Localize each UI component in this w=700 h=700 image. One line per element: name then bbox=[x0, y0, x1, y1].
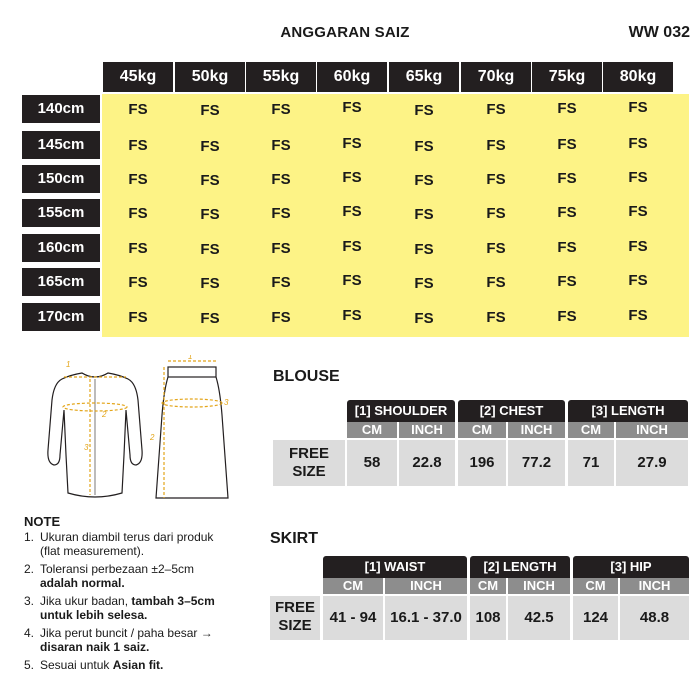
value-cm: 124 bbox=[573, 596, 618, 640]
measure-header: [2] LENGTH bbox=[470, 556, 570, 578]
skirt-label-3: 3 bbox=[224, 398, 229, 407]
unit-cm-header: CM bbox=[470, 578, 506, 594]
size-cell: FS bbox=[128, 171, 148, 188]
size-cell: FS bbox=[200, 310, 220, 327]
blouse-label-3: 3 bbox=[84, 443, 89, 452]
unit-inch-header: INCH bbox=[508, 578, 570, 594]
unit-cm-header: CM bbox=[573, 578, 618, 594]
value-inch: 22.8 bbox=[399, 440, 455, 486]
size-cell: FS bbox=[628, 307, 648, 324]
size-cell: FS bbox=[557, 136, 577, 153]
size-cell: FS bbox=[128, 137, 148, 154]
measure-header: [2] CHEST bbox=[458, 400, 565, 422]
size-cell: FS bbox=[342, 99, 362, 116]
height-header: 150cm bbox=[22, 165, 100, 193]
weight-header: 65kg bbox=[389, 62, 459, 92]
note-title: NOTE bbox=[24, 514, 61, 529]
size-cell: FS bbox=[271, 240, 291, 257]
size-cell: FS bbox=[342, 135, 362, 152]
note-item: 4. Jika perut buncit / paha besar → disaran naik 1 saiz. bbox=[24, 626, 213, 654]
size-cell: FS bbox=[486, 309, 506, 326]
size-cell: FS bbox=[628, 238, 648, 255]
size-cell: FS bbox=[414, 275, 434, 292]
size-cell: FS bbox=[271, 205, 291, 222]
size-cell: FS bbox=[342, 203, 362, 220]
size-cell: FS bbox=[414, 206, 434, 223]
value-cm: 71 bbox=[568, 440, 614, 486]
measure-header: [1] WAIST bbox=[323, 556, 467, 578]
height-header: 140cm bbox=[22, 95, 100, 123]
unit-inch-header: INCH bbox=[620, 578, 689, 594]
height-header: 165cm bbox=[22, 268, 100, 296]
value-inch: 27.9 bbox=[616, 440, 688, 486]
size-cell: FS bbox=[128, 274, 148, 291]
skirt-label-2: 2 bbox=[150, 433, 155, 442]
size-cell: FS bbox=[128, 240, 148, 257]
size-cell: FS bbox=[200, 206, 220, 223]
value-inch: 42.5 bbox=[508, 596, 570, 640]
measure-header: [3] HIP bbox=[573, 556, 689, 578]
size-cell: FS bbox=[557, 204, 577, 221]
size-cell: FS bbox=[557, 308, 577, 325]
note-item: 1. Ukuran diambil terus dari produk (flat measurement). bbox=[24, 530, 214, 558]
size-cell: FS bbox=[486, 101, 506, 118]
size-cell: FS bbox=[128, 205, 148, 222]
value-inch: 77.2 bbox=[508, 440, 565, 486]
blouse-diagram bbox=[48, 373, 142, 497]
size-cell: FS bbox=[557, 170, 577, 187]
size-cell: FS bbox=[486, 171, 506, 188]
weight-header: 45kg bbox=[103, 62, 173, 92]
size-cell: FS bbox=[628, 203, 648, 220]
size-cell: FS bbox=[628, 272, 648, 289]
size-cell: FS bbox=[414, 172, 434, 189]
garment-diagram bbox=[40, 355, 240, 510]
blouse-title: BLOUSE bbox=[273, 368, 340, 385]
size-cell: FS bbox=[200, 172, 220, 189]
size-cell: FS bbox=[557, 100, 577, 117]
size-cell: FS bbox=[486, 205, 506, 222]
size-cell: FS bbox=[342, 169, 362, 186]
blouse-label-2: 2 bbox=[102, 410, 107, 419]
size-cell: FS bbox=[271, 101, 291, 118]
size-cell: FS bbox=[414, 102, 434, 119]
size-cell: FS bbox=[342, 272, 362, 289]
size-cell: FS bbox=[200, 275, 220, 292]
unit-inch-header: INCH bbox=[385, 578, 467, 594]
value-inch: 16.1 - 37.0 bbox=[385, 596, 467, 640]
unit-cm-header: CM bbox=[323, 578, 383, 594]
size-cell: FS bbox=[271, 137, 291, 154]
size-cell: FS bbox=[486, 137, 506, 154]
weight-header: 50kg bbox=[175, 62, 245, 92]
unit-cm-header: CM bbox=[347, 422, 397, 438]
size-cell: FS bbox=[414, 310, 434, 327]
size-cell: FS bbox=[342, 307, 362, 324]
note-item: 5. Sesuai untuk Asian fit. bbox=[24, 658, 164, 672]
page-title: ANGGARAN SAIZ bbox=[280, 24, 410, 41]
height-header: 145cm bbox=[22, 131, 100, 159]
weight-header: 80kg bbox=[603, 62, 673, 92]
skirt-label-1: 1 bbox=[188, 355, 193, 361]
size-cell: FS bbox=[628, 135, 648, 152]
skirt-free-size: FREE SIZE bbox=[270, 596, 320, 640]
value-cm: 58 bbox=[347, 440, 397, 486]
skirt-title: SKIRT bbox=[270, 530, 318, 547]
size-cell: FS bbox=[628, 99, 648, 116]
blouse-free-size: FREE SIZE bbox=[273, 440, 345, 486]
value-cm: 196 bbox=[458, 440, 506, 486]
note-list bbox=[24, 530, 274, 672]
blouse-label-1: 1 bbox=[66, 360, 71, 369]
measure-header: [1] SHOULDER bbox=[347, 400, 455, 422]
size-cell: FS bbox=[128, 309, 148, 326]
height-header: 155cm bbox=[22, 199, 100, 227]
weight-header: 60kg bbox=[317, 62, 387, 92]
size-cell: FS bbox=[271, 171, 291, 188]
size-cell: FS bbox=[200, 102, 220, 119]
weight-header: 70kg bbox=[461, 62, 531, 92]
size-cell: FS bbox=[557, 239, 577, 256]
skirt-diagram bbox=[156, 367, 228, 498]
unit-inch-header: INCH bbox=[616, 422, 688, 438]
size-cell: FS bbox=[200, 138, 220, 155]
size-cell: FS bbox=[414, 138, 434, 155]
size-cell: FS bbox=[271, 274, 291, 291]
size-cell: FS bbox=[414, 241, 434, 258]
value-cm: 41 - 94 bbox=[323, 596, 383, 640]
weight-header: 75kg bbox=[532, 62, 602, 92]
note-item: 3. Jika ukur badan, tambah 3–5cm untuk lebih selesa. bbox=[24, 594, 215, 622]
measure-header: [3] LENGTH bbox=[568, 400, 688, 422]
size-cell: FS bbox=[628, 169, 648, 186]
size-cell: FS bbox=[557, 273, 577, 290]
value-cm: 108 bbox=[470, 596, 506, 640]
height-header: 170cm bbox=[22, 303, 100, 331]
size-cell: FS bbox=[271, 309, 291, 326]
size-cell: FS bbox=[486, 240, 506, 257]
note-item: 2. Toleransi perbezaan ±2–5cm adalah normal. bbox=[24, 562, 195, 590]
size-cell: FS bbox=[200, 241, 220, 258]
weight-header: 55kg bbox=[246, 62, 316, 92]
size-cell: FS bbox=[342, 238, 362, 255]
unit-inch-header: INCH bbox=[399, 422, 455, 438]
unit-cm-header: CM bbox=[568, 422, 614, 438]
height-header: 160cm bbox=[22, 234, 100, 262]
value-inch: 48.8 bbox=[620, 596, 689, 640]
size-cell: FS bbox=[128, 101, 148, 118]
size-cell: FS bbox=[486, 274, 506, 291]
product-code: WW 032 bbox=[628, 24, 690, 41]
unit-cm-header: CM bbox=[458, 422, 506, 438]
unit-inch-header: INCH bbox=[508, 422, 565, 438]
